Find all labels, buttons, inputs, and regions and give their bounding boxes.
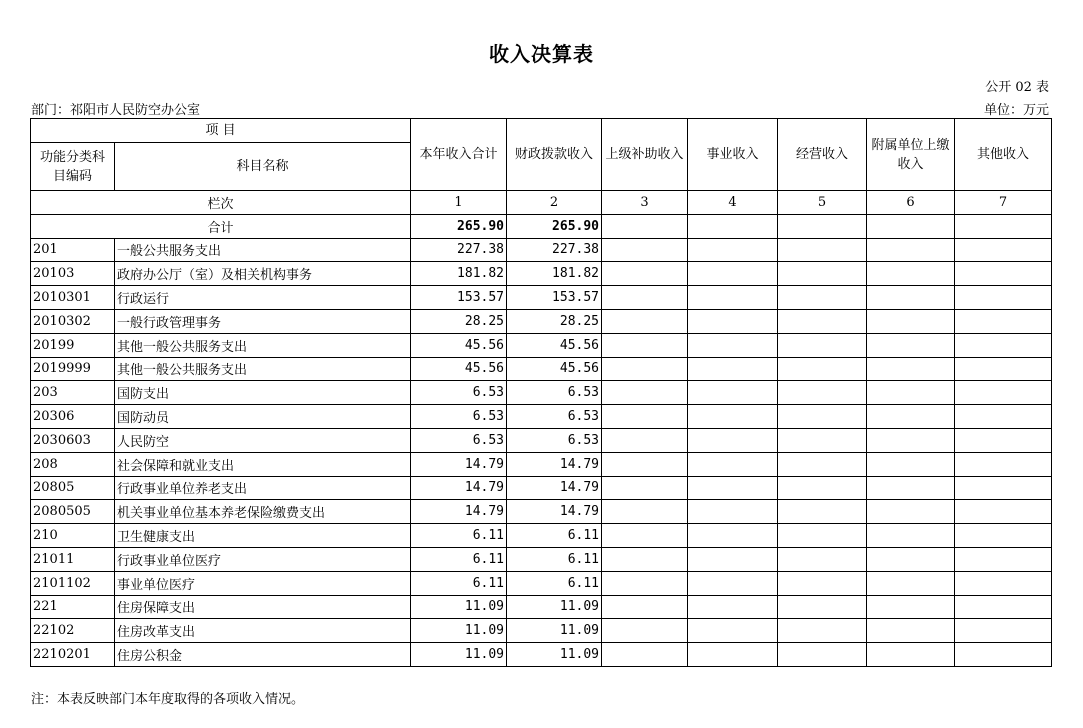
row-code: 2030603 (31, 428, 115, 452)
empty-cell (778, 571, 867, 595)
row-subject-name: 卫生健康支出 (115, 524, 411, 548)
row-total-income: 181.82 (411, 262, 507, 286)
empty-cell (778, 643, 867, 667)
table-row (31, 357, 1052, 381)
row-subject-name: 一般公共服务支出 (115, 238, 411, 262)
row-subject-name: 行政事业单位养老支出 (115, 476, 411, 500)
empty-cell (688, 595, 778, 619)
empty-cell (602, 262, 688, 286)
empty-cell (602, 571, 688, 595)
row-subject-name: 事业单位医疗 (115, 571, 411, 595)
empty-cell (867, 476, 955, 500)
empty-cell (867, 405, 955, 429)
empty-cell (688, 476, 778, 500)
row-total-income: 11.09 (411, 595, 507, 619)
row-subject-name: 住房改革支出 (115, 619, 411, 643)
row-code: 210 (31, 524, 115, 548)
empty-cell (602, 476, 688, 500)
row-index-label: 栏次 (31, 191, 411, 215)
header-subject-name: 科目名称 (115, 143, 411, 191)
empty-cell (778, 286, 867, 310)
empty-cell (867, 262, 955, 286)
row-total-income: 6.11 (411, 547, 507, 571)
empty-cell (602, 595, 688, 619)
empty-cell (867, 547, 955, 571)
empty-cell (955, 500, 1052, 524)
row-fiscal-income: 6.11 (507, 571, 602, 595)
row-fiscal-income: 6.53 (507, 428, 602, 452)
row-total-income: 11.09 (411, 619, 507, 643)
empty-cell (602, 643, 688, 667)
empty-cell (867, 428, 955, 452)
empty-cell (955, 619, 1052, 643)
col-number: 4 (688, 191, 778, 215)
empty-cell (778, 428, 867, 452)
table-row (31, 595, 1052, 619)
empty-cell (602, 238, 688, 262)
table-row (31, 452, 1052, 476)
table-row (31, 286, 1052, 310)
empty-cell (602, 428, 688, 452)
row-code: 20306 (31, 405, 115, 429)
empty-cell (688, 333, 778, 357)
row-total-income: 6.53 (411, 381, 507, 405)
empty-cell (955, 309, 1052, 333)
row-subject-name: 一般行政管理事务 (115, 309, 411, 333)
col-number: 7 (955, 191, 1052, 215)
row-subject-name: 机关事业单位基本养老保险缴费支出 (115, 500, 411, 524)
table-row (31, 262, 1052, 286)
empty-cell (602, 309, 688, 333)
table-row (31, 524, 1052, 548)
empty-cell (602, 381, 688, 405)
row-total-income: 6.11 (411, 571, 507, 595)
empty-cell (688, 500, 778, 524)
empty-cell (688, 452, 778, 476)
row-total-income: 11.09 (411, 643, 507, 667)
row-subject-name: 住房公积金 (115, 643, 411, 667)
empty-cell (955, 333, 1052, 357)
empty-cell (602, 547, 688, 571)
row-subject-name: 人民防空 (115, 428, 411, 452)
table-row (31, 619, 1052, 643)
empty-cell (602, 500, 688, 524)
total-fiscal: 265.90 (507, 214, 602, 238)
row-subject-name: 国防支出 (115, 381, 411, 405)
row-code: 2010302 (31, 309, 115, 333)
table-row (31, 405, 1052, 429)
total-row (31, 214, 1052, 238)
empty-cell (955, 547, 1052, 571)
row-total-income: 227.38 (411, 238, 507, 262)
empty-cell (778, 381, 867, 405)
empty-cell (955, 476, 1052, 500)
table-row (31, 333, 1052, 357)
empty-cell (867, 595, 955, 619)
row-fiscal-income: 11.09 (507, 643, 602, 667)
empty-cell (955, 405, 1052, 429)
table-row (31, 643, 1052, 667)
footnote: 注：本表反映部门本年度取得的各项收入情况。 (31, 692, 305, 707)
table-row (31, 381, 1052, 405)
empty-cell (602, 333, 688, 357)
empty-cell (955, 595, 1052, 619)
header-col-1: 本年收入合计 (411, 119, 507, 191)
header-col-6: 附属单位上缴收入 (867, 119, 955, 191)
row-subject-name: 行政事业单位医疗 (115, 547, 411, 571)
empty-cell (867, 357, 955, 381)
row-subject-name: 社会保障和就业支出 (115, 452, 411, 476)
total-label: 合计 (31, 214, 411, 238)
empty-cell (867, 381, 955, 405)
empty-cell (867, 309, 955, 333)
page-title: 收入决算表 (489, 42, 594, 66)
row-fiscal-income: 153.57 (507, 286, 602, 310)
empty-cell (688, 571, 778, 595)
empty-cell (867, 500, 955, 524)
empty-cell (867, 643, 955, 667)
empty-cell (688, 405, 778, 429)
row-fiscal-income: 6.53 (507, 405, 602, 429)
row-code: 20103 (31, 262, 115, 286)
row-fiscal-income: 6.53 (507, 381, 602, 405)
empty-cell (688, 262, 778, 286)
header-col-3: 上级补助收入 (602, 119, 688, 191)
row-fiscal-income: 6.11 (507, 547, 602, 571)
row-code: 208 (31, 452, 115, 476)
row-fiscal-income: 227.38 (507, 238, 602, 262)
empty-cell (778, 357, 867, 381)
empty-cell (602, 619, 688, 643)
row-subject-name: 行政运行 (115, 286, 411, 310)
row-total-income: 45.56 (411, 357, 507, 381)
empty-cell (955, 286, 1052, 310)
row-subject-name: 其他一般公共服务支出 (115, 357, 411, 381)
row-code: 2019999 (31, 357, 115, 381)
empty-cell (688, 309, 778, 333)
empty-cell (955, 428, 1052, 452)
empty-cell (688, 524, 778, 548)
empty-cell (688, 619, 778, 643)
empty-cell (602, 405, 688, 429)
empty-cell (778, 524, 867, 548)
row-fiscal-income: 14.79 (507, 452, 602, 476)
row-total-income: 153.57 (411, 286, 507, 310)
empty-cell (602, 452, 688, 476)
header-col-5: 经营收入 (778, 119, 867, 191)
row-total-income: 45.56 (411, 333, 507, 357)
col-number: 2 (507, 191, 602, 215)
total-income: 265.90 (411, 214, 507, 238)
table-row (31, 500, 1052, 524)
table-row (31, 476, 1052, 500)
header-col-4: 事业收入 (688, 119, 778, 191)
empty-cell (867, 571, 955, 595)
row-total-income: 28.25 (411, 309, 507, 333)
row-total-income: 14.79 (411, 476, 507, 500)
empty-cell (778, 619, 867, 643)
row-code: 20805 (31, 476, 115, 500)
unit-label: 单位：万元 (983, 103, 1049, 118)
empty-cell (778, 476, 867, 500)
table-row (31, 309, 1052, 333)
row-code: 21011 (31, 547, 115, 571)
empty-cell (688, 643, 778, 667)
header-col-2: 财政拨款收入 (507, 119, 602, 191)
row-fiscal-income: 14.79 (507, 500, 602, 524)
row-fiscal-income: 11.09 (507, 595, 602, 619)
empty-cell (688, 428, 778, 452)
row-code: 2080505 (31, 500, 115, 524)
col-number: 3 (602, 191, 688, 215)
row-fiscal-income: 181.82 (507, 262, 602, 286)
empty-cell (778, 500, 867, 524)
row-fiscal-income: 14.79 (507, 476, 602, 500)
row-code: 20199 (31, 333, 115, 357)
empty-cell (955, 452, 1052, 476)
empty-cell (955, 571, 1052, 595)
empty-cell (778, 309, 867, 333)
empty-cell (955, 524, 1052, 548)
department-label: 部门：祁阳市人民防空办公室 (31, 103, 201, 118)
row-total-income: 6.53 (411, 428, 507, 452)
empty-cell (778, 405, 867, 429)
empty-cell (688, 286, 778, 310)
form-number: 公开 02 表 (985, 80, 1049, 95)
empty-cell (688, 238, 778, 262)
empty-cell (778, 595, 867, 619)
table-row (31, 428, 1052, 452)
row-code: 203 (31, 381, 115, 405)
empty-cell (778, 238, 867, 262)
row-subject-name: 国防动员 (115, 405, 411, 429)
empty-cell (867, 619, 955, 643)
empty-cell (867, 333, 955, 357)
col-number: 1 (411, 191, 507, 215)
empty-cell (602, 524, 688, 548)
income-table (30, 118, 1052, 667)
header-col-7: 其他收入 (955, 119, 1052, 191)
header-item: 项 目 (31, 119, 411, 143)
col-number: 5 (778, 191, 867, 215)
row-code: 22102 (31, 619, 115, 643)
empty-cell (867, 238, 955, 262)
row-fiscal-income: 11.09 (507, 619, 602, 643)
empty-cell (867, 286, 955, 310)
row-total-income: 14.79 (411, 500, 507, 524)
table-row (31, 238, 1052, 262)
table-row (31, 547, 1052, 571)
row-subject-name: 住房保障支出 (115, 595, 411, 619)
empty-cell (602, 286, 688, 310)
empty-cell (778, 333, 867, 357)
row-total-income: 6.53 (411, 405, 507, 429)
empty-cell (955, 381, 1052, 405)
empty-cell (602, 357, 688, 381)
row-fiscal-income: 6.11 (507, 524, 602, 548)
empty-cell (778, 452, 867, 476)
empty-cell (955, 262, 1052, 286)
table-row (31, 571, 1052, 595)
row-fiscal-income: 45.56 (507, 357, 602, 381)
empty-cell (688, 547, 778, 571)
empty-cell (955, 238, 1052, 262)
empty-cell (778, 547, 867, 571)
row-fiscal-income: 28.25 (507, 309, 602, 333)
empty-cell (778, 262, 867, 286)
row-subject-name: 政府办公厅（室）及相关机构事务 (115, 262, 411, 286)
empty-cell (955, 643, 1052, 667)
row-fiscal-income: 45.56 (507, 333, 602, 357)
empty-cell (867, 524, 955, 548)
row-subject-name: 其他一般公共服务支出 (115, 333, 411, 357)
empty-cell (688, 357, 778, 381)
row-code: 2101102 (31, 571, 115, 595)
row-total-income: 14.79 (411, 452, 507, 476)
row-code: 201 (31, 238, 115, 262)
empty-cell (688, 381, 778, 405)
row-code: 221 (31, 595, 115, 619)
row-code: 2010301 (31, 286, 115, 310)
row-total-income: 6.11 (411, 524, 507, 548)
row-code: 2210201 (31, 643, 115, 667)
col-number: 6 (867, 191, 955, 215)
empty-cell (955, 357, 1052, 381)
header-func-code: 功能分类科目编码 (31, 143, 115, 191)
empty-cell (867, 452, 955, 476)
